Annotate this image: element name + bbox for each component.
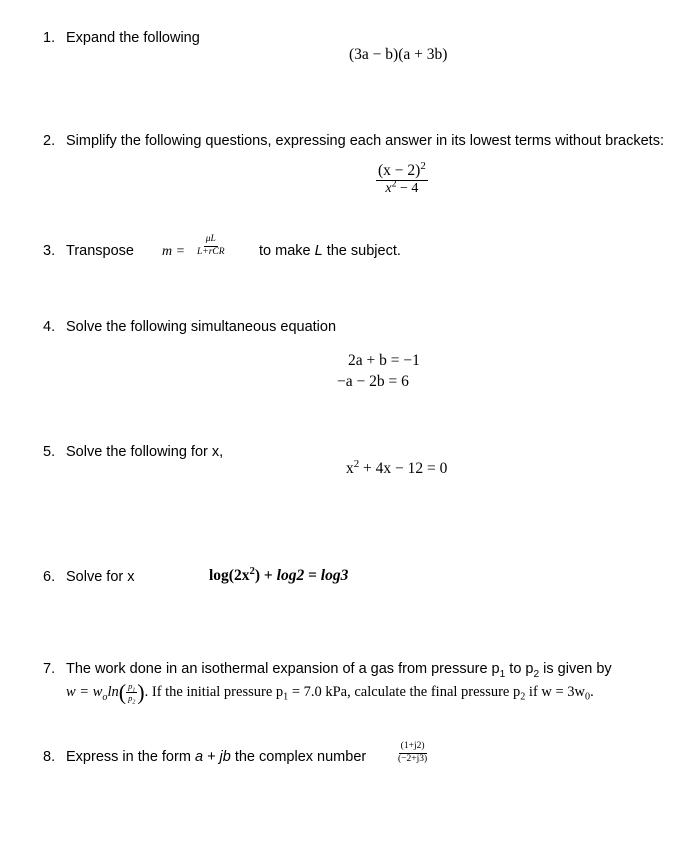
q1-expression: (3a − b)(a + 3b)	[349, 46, 448, 63]
q7-formula: $w = w_o\ln$	[66, 683, 119, 703]
q5-expression: $x^2 + 4x - 12 = 0$	[346, 457, 448, 477]
q1-prompt: Expand the following	[66, 30, 200, 46]
q5-prompt: Solve the following for x,	[66, 444, 224, 460]
q8-prompt: Express in the form a + jb the complex number	[66, 749, 367, 765]
q4-prompt: Solve the following simultaneous equation	[66, 319, 337, 335]
q4-number: 4.	[43, 319, 56, 335]
q7-number: 7.	[43, 661, 56, 677]
q2-denominator: $x^2 - 4$	[385, 178, 419, 197]
q6-expression: $\log(2x^2) + \log 2 = \log 3$	[209, 564, 349, 584]
q2-numerator: $(x - 2)^2$	[376, 163, 428, 181]
q8-number: 8.	[43, 749, 56, 765]
q8-denominator: (−2+j3)	[398, 753, 428, 764]
q2-prompt: Simplify the following questions, expressing each answer in its lowest terms without brackets:	[66, 133, 664, 149]
q7-line-1: The work done in an isothermal expansion of a gas from pressure $p_1$ to $p_2$ is given by	[66, 661, 612, 680]
q3-prompt: Transpose	[66, 243, 134, 259]
q3-instruction: to make L the subject.	[259, 243, 401, 259]
q3-numerator: μL	[204, 235, 218, 247]
q3-lhs: m =	[162, 244, 186, 259]
q7-pressure-ratio: $\frac{p_1}{p_2}$	[128, 681, 136, 706]
q2-fraction	[376, 159, 428, 197]
q6-prompt: Solve for x	[66, 569, 135, 585]
q4-equation-2: −a − 2b = 6	[337, 373, 409, 390]
q3-denominator: L+rCR	[197, 246, 225, 257]
q3-number: 3.	[43, 243, 56, 259]
q8-fraction	[396, 742, 429, 765]
q2-number: 2.	[43, 133, 56, 149]
q6-number: 6.	[43, 569, 56, 585]
q3-fraction	[195, 235, 227, 258]
q5-number: 5.	[43, 444, 56, 460]
q4-equation-1: 2a + b = −1	[348, 352, 420, 369]
q1-number: 1.	[43, 30, 56, 46]
q7-line-2: $w = w_o\ln$( $\frac{p_1}{p_2}$ ). If the initial pressure $p_1 = 7.0$ kPa, calculate the final pressure $p_2$ if $w = 3w_0$.	[66, 679, 594, 706]
q8-numerator: (1+j2)	[399, 742, 427, 754]
